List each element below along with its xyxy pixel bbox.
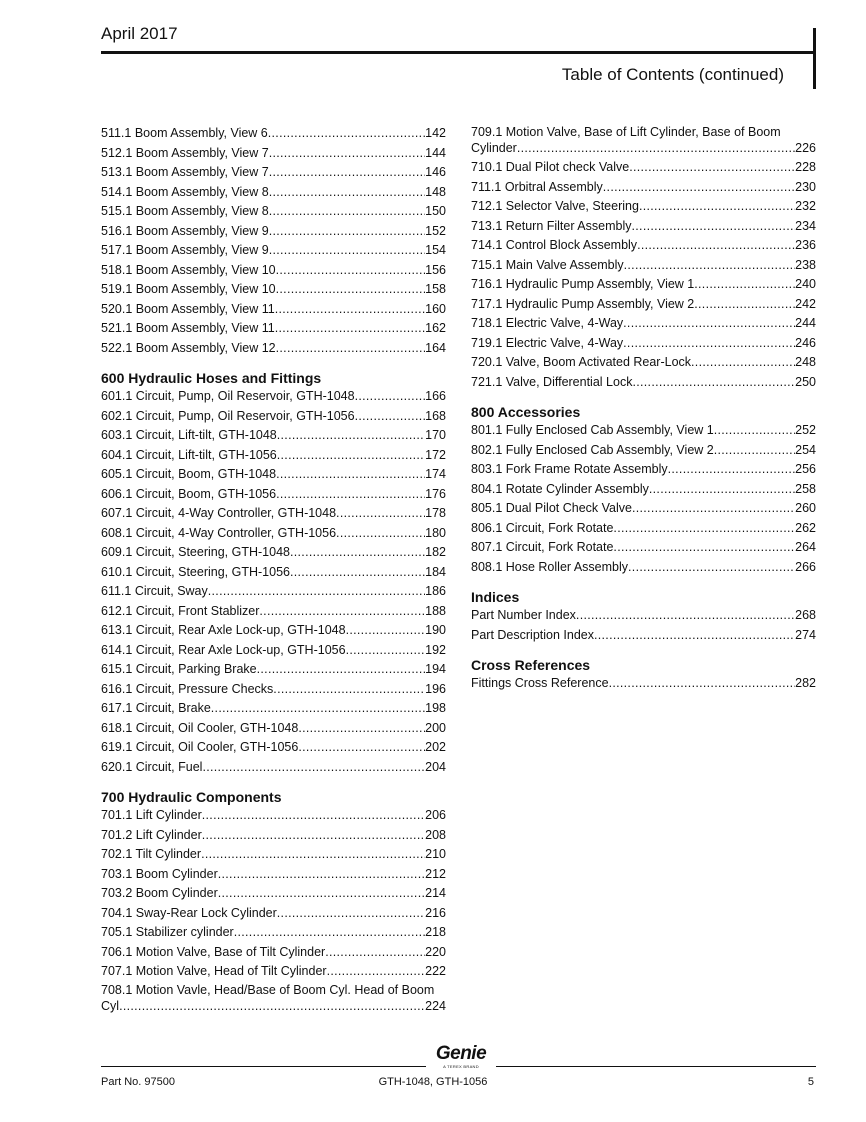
dot-leader	[268, 124, 425, 144]
toc-entry[interactable]	[101, 621, 446, 641]
toc-page-number: 144	[425, 145, 446, 160]
section-heading: Cross References	[471, 657, 591, 673]
toc-entry-title: 616.1 Circuit, Pressure Checks	[101, 681, 274, 696]
toc-page-number: 262	[795, 520, 816, 535]
dot-leader	[298, 719, 425, 739]
toc-entry[interactable]	[101, 865, 446, 885]
toc-page-number: 198	[425, 701, 446, 715]
toc-entry-title: Part Number Index	[471, 608, 576, 622]
toc-section-700-continued	[471, 124, 816, 392]
toc-entry[interactable]	[101, 904, 446, 924]
toc-page-number: 228	[795, 160, 816, 174]
toc-entry-title: 803.1 Fork Frame Rotate Assembly	[471, 462, 668, 476]
toc-page-number: 184	[425, 564, 446, 579]
header-side-rule	[813, 28, 816, 89]
toc-entry[interactable]	[101, 738, 446, 758]
toc-entry-title: 513.1 Boom Assembly, View 7	[101, 165, 269, 179]
toc-page-number: 248	[795, 355, 816, 369]
dot-leader	[257, 660, 426, 680]
toc-entry[interactable]	[471, 124, 816, 156]
dot-leader	[269, 222, 425, 242]
toc-entry[interactable]	[101, 758, 446, 778]
toc-entry[interactable]	[101, 339, 446, 359]
toc-entry-title: 521.1 Boom Assembly, View 11	[101, 321, 275, 335]
dot-leader	[259, 602, 425, 622]
toc-entry-title: 606.1 Circuit, Boom, GTH-1056	[101, 486, 277, 501]
dot-leader	[691, 353, 795, 373]
dot-leader	[298, 738, 425, 758]
toc-entry[interactable]	[101, 504, 446, 524]
toc-page-number: 156	[425, 262, 446, 277]
toc-page-number: 242	[795, 296, 816, 311]
toc-entry[interactable]	[101, 300, 446, 320]
toc-page-number: 268	[795, 608, 816, 622]
dot-leader	[355, 387, 426, 407]
toc-entry[interactable]	[471, 373, 816, 393]
dot-leader	[629, 158, 795, 178]
toc-entry-title: 710.1 Dual Pilot check Valve	[471, 160, 630, 174]
dot-leader	[269, 144, 425, 164]
dot-leader	[346, 641, 426, 661]
toc-entry[interactable]	[101, 602, 446, 622]
date-header: April 2017	[101, 24, 178, 43]
toc-entry[interactable]	[471, 460, 816, 480]
dot-leader	[269, 183, 425, 203]
toc-entry[interactable]	[101, 982, 446, 1014]
toc-page-number: 150	[425, 204, 446, 218]
dot-leader	[336, 524, 425, 544]
toc-page-number: 230	[795, 179, 816, 194]
page-number: 5	[807, 1076, 814, 1088]
toc-page-number: 192	[425, 642, 446, 657]
dot-leader	[624, 256, 796, 276]
toc-page-number: 160	[425, 301, 446, 316]
toc-page-number: 220	[425, 944, 446, 959]
toc-entry-title: 715.1 Main Valve Assembly	[471, 257, 624, 272]
dot-leader	[275, 319, 425, 339]
toc-page-number: 152	[425, 223, 446, 238]
dot-leader	[623, 314, 795, 334]
toc-page-number: 210	[425, 847, 446, 861]
toc-entry-title: 511.1 Boom Assembly, View 6	[101, 126, 268, 140]
dot-leader	[276, 485, 425, 505]
toc-section-800	[471, 404, 816, 577]
dot-leader	[632, 373, 795, 393]
toc-entry[interactable]	[101, 962, 446, 982]
dot-leader	[277, 426, 425, 446]
toc-entry-title: 602.1 Circuit, Pump, Oil Reservoir, GTH-1056	[101, 408, 355, 423]
dot-leader	[714, 421, 795, 441]
toc-entry-title: 619.1 Circuit, Oil Cooler, GTH-1056	[101, 740, 299, 754]
toc-entry[interactable]	[471, 480, 816, 500]
section-heading: 700 Hydraulic Components	[101, 789, 282, 805]
toc-entry[interactable]	[471, 421, 816, 441]
toc-entry[interactable]	[101, 923, 446, 943]
toc-page-number: 234	[795, 218, 816, 233]
toc-entry[interactable]	[471, 236, 816, 256]
toc-page-number: 154	[425, 243, 446, 257]
toc-entry[interactable]	[471, 275, 816, 295]
toc-page-number: 260	[795, 501, 816, 515]
toc-entry-title: 808.1 Hose Roller Assembly	[471, 559, 629, 574]
toc-page-number: 176	[425, 486, 446, 501]
toc-entry[interactable]	[101, 660, 446, 680]
model-numbers: GTH-1048, GTH-1056	[378, 1076, 488, 1088]
toc-entry[interactable]	[101, 943, 446, 963]
toc-entry[interactable]	[471, 178, 816, 198]
toc-page-number: 142	[425, 126, 446, 140]
dot-leader	[276, 339, 426, 359]
toc-page-number: 146	[425, 165, 446, 179]
toc-page-number: 244	[795, 316, 816, 330]
toc-entry-title: 607.1 Circuit, 4-Way Controller, GTH-1048	[101, 506, 337, 520]
toc-page-number: 238	[795, 257, 816, 272]
toc-entry[interactable]	[471, 256, 816, 276]
toc-entry[interactable]	[101, 806, 446, 826]
dot-leader	[276, 261, 426, 281]
toc-entry-title: 714.1 Control Block Assembly	[471, 238, 638, 252]
dot-leader	[613, 538, 795, 558]
dot-leader	[336, 504, 425, 524]
toc-page-number: 214	[425, 886, 446, 900]
dot-leader	[290, 563, 425, 583]
toc-page-number: 266	[795, 559, 816, 574]
toc-entry-title: 705.1 Stabilizer cylinder	[101, 925, 234, 939]
dot-leader	[275, 300, 425, 320]
toc-page-number: 194	[425, 662, 446, 676]
toc-entry[interactable]	[101, 183, 446, 203]
dot-leader	[269, 163, 425, 183]
toc-page-number: 172	[425, 447, 446, 462]
toc-entry-title-continued: Cyl	[101, 998, 120, 1013]
dot-leader	[119, 998, 425, 1014]
toc-section-600	[101, 370, 446, 777]
toc-entry[interactable]	[471, 519, 816, 539]
toc-page-number: 164	[425, 340, 446, 355]
toc-entry[interactable]	[101, 485, 446, 505]
toc-page-number: 158	[425, 282, 446, 296]
toc-entry-title: 717.1 Hydraulic Pump Assembly, View 2	[471, 296, 695, 311]
toc-page-number: 186	[425, 584, 446, 598]
toc-entry[interactable]	[101, 407, 446, 427]
toc-entry[interactable]	[471, 674, 816, 694]
toc-entry[interactable]	[471, 499, 816, 519]
genie-logo	[426, 1044, 496, 1074]
toc-entry[interactable]	[101, 641, 446, 661]
toc-entry-title: 611.1 Circuit, Sway	[101, 584, 208, 598]
toc-entry-title: 601.1 Circuit, Pump, Oil Reservoir, GTH-1048	[101, 389, 355, 403]
toc-entry-title: 716.1 Hydraulic Pump Assembly, View 1	[471, 277, 695, 291]
dot-leader	[211, 699, 425, 719]
toc-page-number: 202	[425, 740, 446, 754]
toc-entry-title: 708.1 Motion Vavle, Head/Base of Boom Cyl. Head of Boom	[101, 982, 435, 997]
toc-page-number: 218	[425, 925, 446, 939]
toc-entry[interactable]	[101, 719, 446, 739]
toc-page-number: 166	[425, 389, 446, 403]
toc-right-column	[471, 124, 816, 694]
toc-entry[interactable]	[101, 280, 446, 300]
toc-entry[interactable]	[101, 543, 446, 563]
toc-page-number: 274	[795, 627, 816, 642]
logo-wordmark: Genie	[435, 1043, 487, 1064]
toc-page-number: 256	[795, 462, 816, 476]
toc-entry[interactable]	[101, 387, 446, 407]
dot-leader	[355, 407, 426, 427]
toc-entry[interactable]	[471, 295, 816, 315]
toc-entry-title: 620.1 Circuit, Fuel	[101, 759, 203, 774]
dot-leader	[276, 280, 426, 300]
page-title: Table of Contents (continued)	[561, 65, 784, 84]
toc-page-number: 250	[795, 374, 816, 389]
dot-leader	[632, 499, 795, 519]
dot-leader	[277, 446, 425, 466]
toc-entry-title: 610.1 Circuit, Steering, GTH-1056	[101, 564, 290, 579]
toc-page-number: 212	[425, 866, 446, 881]
section-heading: 600 Hydraulic Hoses and Fittings	[101, 370, 322, 386]
toc-entry-title: 709.1 Motion Valve, Base of Lift Cylinder, Base of Boom	[471, 125, 781, 139]
toc-entry-title: 720.1 Valve, Boom Activated Rear-Lock	[471, 355, 692, 369]
toc-page-number: 232	[795, 199, 816, 213]
toc-entry-title: 719.1 Electric Valve, 4-Way	[471, 335, 624, 350]
toc-entry[interactable]	[101, 261, 446, 281]
toc-page-number: 236	[795, 238, 816, 252]
toc-entry-title: 604.1 Circuit, Lift-tilt, GTH-1056	[101, 447, 277, 462]
dot-leader	[603, 178, 795, 198]
dot-leader	[327, 962, 426, 982]
toc-entry[interactable]	[101, 163, 446, 183]
toc-entry-title-continued: Cylinder	[471, 141, 517, 155]
toc-entry-title: 706.1 Motion Valve, Base of Tilt Cylinder	[101, 944, 326, 959]
toc-entry-title: 806.1 Circuit, Fork Rotate	[471, 520, 614, 535]
toc-entry-title: 707.1 Motion Valve, Head of Tilt Cylinder	[101, 964, 327, 978]
toc-entry-title: 804.1 Rotate Cylinder Assembly	[471, 481, 649, 496]
toc-page-number: 258	[795, 481, 816, 496]
toc-page-number: 180	[425, 525, 446, 540]
toc-entry-title: 517.1 Boom Assembly, View 9	[101, 243, 269, 257]
toc-section-cross-references	[471, 657, 816, 694]
toc-entry[interactable]	[101, 465, 446, 485]
toc-entry-title: 615.1 Circuit, Parking Brake	[101, 662, 257, 676]
dot-leader	[218, 865, 425, 885]
dot-leader	[517, 140, 795, 156]
dot-leader	[201, 845, 425, 865]
toc-entry-title: 702.1 Tilt Cylinder	[101, 847, 202, 861]
dot-leader	[649, 480, 795, 500]
dot-leader	[276, 465, 425, 485]
toc-entry-title: 609.1 Circuit, Steering, GTH-1048	[101, 545, 290, 559]
toc-entry[interactable]	[101, 426, 446, 446]
toc-page-number: 188	[425, 603, 446, 618]
toc-entry-title: 522.1 Boom Assembly, View 12	[101, 340, 276, 355]
toc-entry[interactable]	[471, 217, 816, 237]
toc-entry-title: 805.1 Dual Pilot Check Valve	[471, 501, 632, 515]
dot-leader	[594, 626, 795, 646]
toc-entry[interactable]	[101, 524, 446, 544]
toc-entry-title: Fittings Cross Reference	[471, 676, 609, 690]
toc-section-indices	[471, 589, 816, 645]
toc-page-number: 148	[425, 184, 446, 199]
dot-leader	[234, 923, 425, 943]
toc-entry[interactable]	[101, 563, 446, 583]
dot-leader	[576, 606, 795, 626]
toc-entry[interactable]	[471, 314, 816, 334]
toc-left-column	[101, 124, 446, 1016]
toc-page-number: 252	[795, 423, 816, 437]
toc-page-number: 222	[425, 964, 446, 978]
toc-entry-title: 701.2 Lift Cylinder	[101, 827, 202, 842]
toc-section-700	[101, 789, 446, 1014]
toc-entry[interactable]	[101, 446, 446, 466]
toc-entry-title: 704.1 Sway-Rear Lock Cylinder	[101, 905, 277, 920]
toc-entry[interactable]	[101, 222, 446, 242]
toc-entry-title: 608.1 Circuit, 4-Way Controller, GTH-1056	[101, 525, 337, 540]
dot-leader	[277, 904, 425, 924]
toc-entry-title: Part Description Index	[471, 627, 594, 642]
toc-entry-title: 721.1 Valve, Differential Lock	[471, 374, 633, 389]
toc-entry-title: 617.1 Circuit, Brake	[101, 701, 211, 715]
toc-page-number: 162	[425, 321, 446, 335]
dot-leader	[714, 441, 795, 461]
toc-entry[interactable]	[471, 606, 816, 626]
toc-entry-title: 603.1 Circuit, Lift-tilt, GTH-1048	[101, 428, 277, 442]
header-rule	[101, 51, 816, 54]
logo-tagline: A TEREX BRAND	[443, 1064, 479, 1069]
dot-leader	[694, 275, 795, 295]
dot-leader	[290, 543, 425, 563]
toc-entry[interactable]	[101, 845, 446, 865]
toc-entry[interactable]	[101, 241, 446, 261]
toc-entry-title: 718.1 Electric Valve, 4-Way	[471, 316, 624, 330]
toc-entry-title: 516.1 Boom Assembly, View 9	[101, 223, 269, 238]
dot-leader	[273, 680, 425, 700]
toc-entry[interactable]	[101, 144, 446, 164]
dot-leader	[628, 558, 795, 578]
dot-leader	[639, 197, 795, 217]
toc-entry[interactable]	[471, 334, 816, 354]
toc-entry[interactable]	[101, 699, 446, 719]
dot-leader	[346, 621, 426, 641]
section-heading: 800 Accessories	[471, 404, 581, 420]
toc-page-number: 226	[795, 141, 816, 155]
toc-entry-title: 711.1 Orbitral Assembly	[471, 179, 603, 194]
toc-entry[interactable]	[471, 626, 816, 646]
toc-entry-title: 712.1 Selector Valve, Steering	[471, 199, 639, 213]
toc-entry-title: 703.2 Boom Cylinder	[101, 886, 218, 900]
toc-entry-title: 520.1 Boom Assembly, View 11	[101, 301, 275, 316]
toc-entry[interactable]	[101, 884, 446, 904]
dot-leader	[325, 943, 425, 963]
toc-entry[interactable]	[101, 319, 446, 339]
dot-leader	[613, 519, 795, 539]
dot-leader	[269, 202, 425, 222]
toc-page-number: 240	[795, 277, 816, 291]
toc-entry[interactable]	[101, 826, 446, 846]
toc-entry-title: 614.1 Circuit, Rear Axle Lock-up, GTH-1056	[101, 642, 346, 657]
toc-page-number: 208	[425, 827, 446, 842]
dot-leader	[269, 241, 425, 261]
toc-entry-title: 605.1 Circuit, Boom, GTH-1048	[101, 467, 277, 481]
toc-page-number: 204	[425, 759, 446, 774]
dot-leader	[202, 758, 425, 778]
toc-entry-title: 618.1 Circuit, Oil Cooler, GTH-1048	[101, 720, 299, 735]
dot-leader	[218, 884, 425, 904]
dot-leader	[609, 674, 796, 694]
toc-entry[interactable]	[101, 680, 446, 700]
toc-entry-title: 802.1 Fully Enclosed Cab Assembly, View 2	[471, 442, 714, 457]
toc-entry[interactable]	[471, 353, 816, 373]
toc-page-number: 264	[795, 540, 816, 554]
toc-entry-title: 514.1 Boom Assembly, View 8	[101, 184, 269, 199]
toc-entry-title: 701.1 Lift Cylinder	[101, 808, 202, 822]
toc-entry-title: 518.1 Boom Assembly, View 10	[101, 262, 276, 277]
toc-page-number: 200	[425, 720, 446, 735]
toc-entry-title: 807.1 Circuit, Fork Rotate	[471, 540, 614, 554]
toc-page-number: 182	[425, 545, 446, 559]
toc-entry-title: 515.1 Boom Assembly, View 8	[101, 204, 269, 218]
toc-entry[interactable]	[101, 124, 446, 144]
toc-entry-title: 801.1 Fully Enclosed Cab Assembly, View 1	[471, 423, 714, 437]
toc-page-number: 254	[795, 442, 816, 457]
toc-page-number: 282	[795, 676, 816, 690]
dot-leader	[694, 295, 795, 315]
toc-page-number: 196	[425, 681, 446, 696]
toc-section-500-continued	[101, 124, 446, 358]
toc-entry[interactable]	[471, 558, 816, 578]
toc-entry-title: 703.1 Boom Cylinder	[101, 866, 218, 881]
toc-entry-title: 613.1 Circuit, Rear Axle Lock-up, GTH-1048	[101, 623, 346, 637]
toc-page-number: 206	[425, 808, 446, 822]
dot-leader	[668, 460, 796, 480]
toc-entry[interactable]	[471, 197, 816, 217]
toc-entry-title: 612.1 Circuit, Front Stablizer	[101, 603, 260, 618]
toc-page-number: 178	[425, 506, 446, 520]
toc-page-number: 174	[425, 467, 446, 481]
toc-page-number: 224	[425, 998, 446, 1013]
toc-entry-title: 713.1 Return Filter Assembly	[471, 218, 632, 233]
toc-page-number: 190	[425, 623, 446, 637]
dot-leader	[623, 334, 795, 354]
toc-entry-title: 519.1 Boom Assembly, View 10	[101, 282, 276, 296]
toc-page-number: 170	[425, 428, 446, 442]
toc-page-number: 168	[425, 408, 446, 423]
section-heading: Indices	[471, 589, 520, 605]
toc-page-number: 216	[425, 905, 446, 920]
toc-entry[interactable]	[471, 158, 816, 178]
toc-page-number: 246	[795, 335, 816, 350]
dot-leader	[202, 806, 425, 826]
dot-leader	[632, 217, 796, 237]
toc-entry-title: 512.1 Boom Assembly, View 7	[101, 145, 269, 160]
toc-entry[interactable]	[101, 202, 446, 222]
part-number: Part No. 97500	[101, 1076, 175, 1088]
dot-leader	[637, 236, 795, 256]
toc-entry[interactable]	[101, 582, 446, 602]
dot-leader	[202, 826, 425, 846]
dot-leader	[208, 582, 425, 602]
toc-entry[interactable]	[471, 441, 816, 461]
toc-entry[interactable]	[471, 538, 816, 558]
